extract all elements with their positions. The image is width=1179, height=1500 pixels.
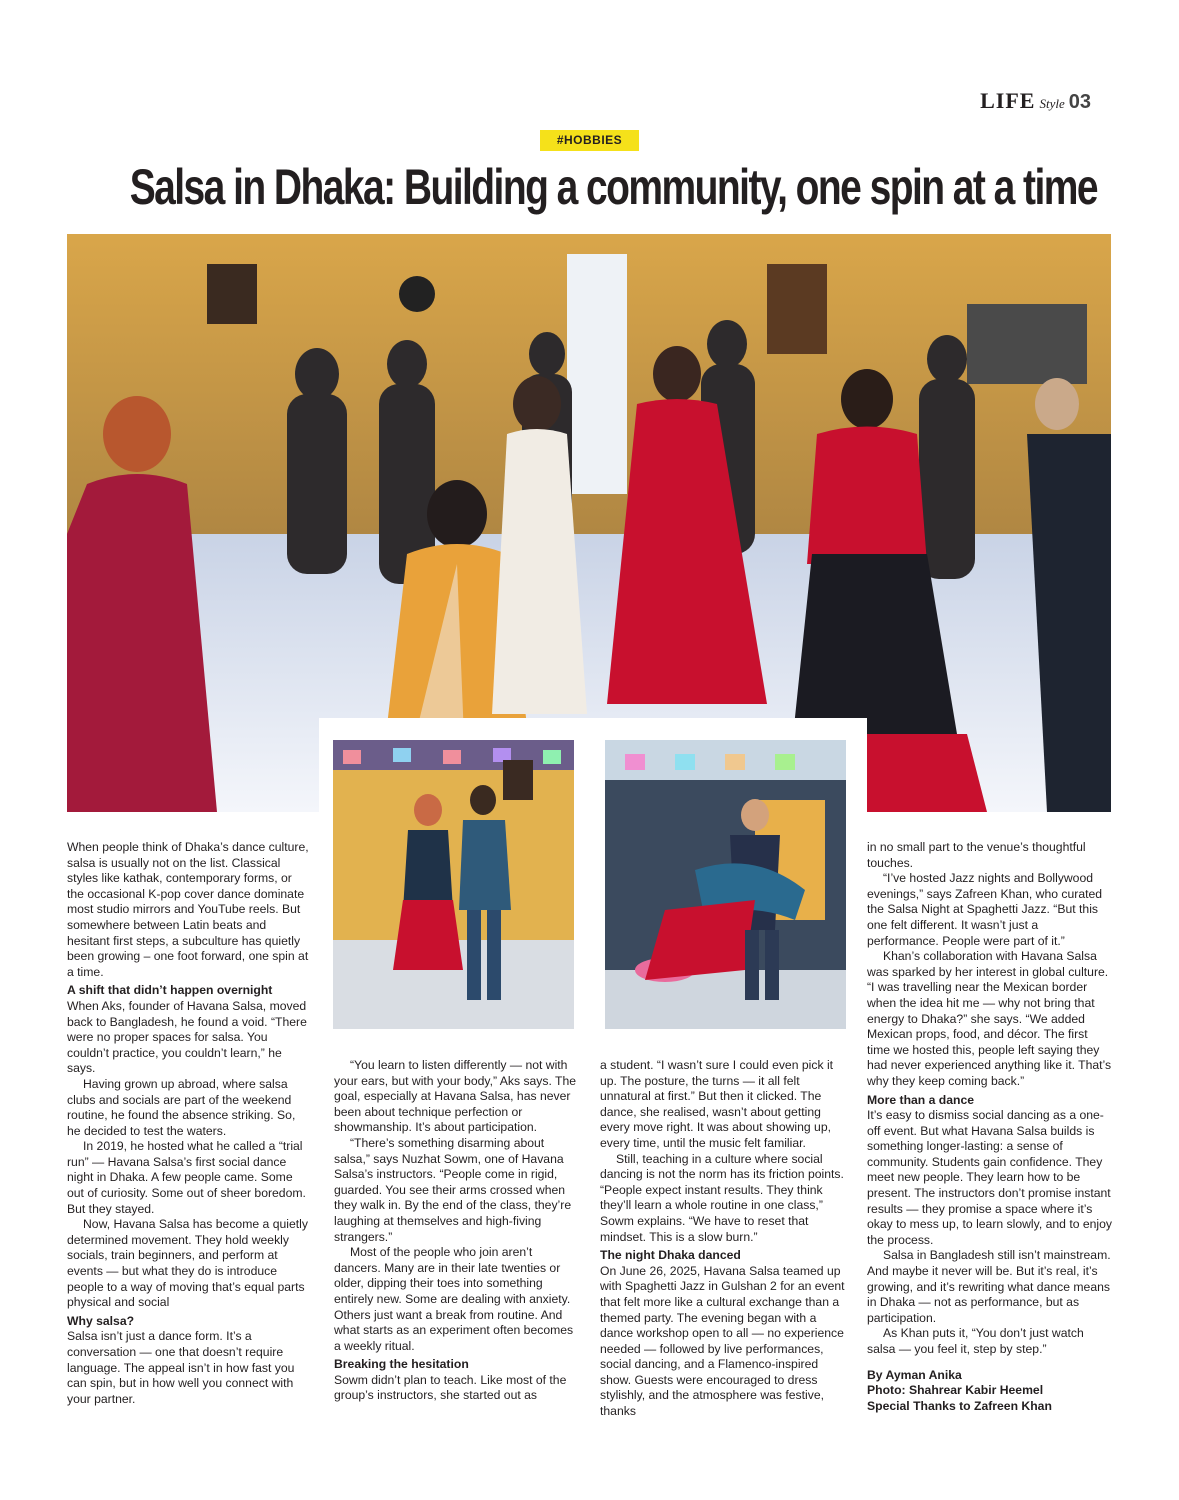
- col4-paragraph-1: in no small part to the venue’s thoughtful touches.: [867, 840, 1086, 870]
- masthead-logo: LIFE: [980, 88, 1036, 113]
- masthead: [980, 88, 1091, 114]
- subhead-breaking: Breaking the hesitation: [334, 1357, 469, 1372]
- col3-paragraph-1: a student. “I wasn’t sure I could even pick it up. The posture, the turns — it all felt unnatural at first.” But then it clicked. The dance, she realised, wasn’t about getting every move right. It was about showing up, every time, until the music felt familiar.: [600, 1058, 834, 1150]
- col2-paragraph-2: “There’s something disarming about salsa,” says Nuzhat Sowm, one of Havana Salsa’s instructors. “People come in rigid, guarded. You see their arms crossed when they walk in. By the end of the class, they’re laughing at themselves and high-fiving strangers.”: [334, 1135, 572, 1244]
- col2-paragraph-3: Most of the people who join aren’t dancers. Many are in their late twenties or older, dipping their toes into something entirely new. Some are dealing with anxiety. Others just want a break from routine. And what starts as an experiment often becomes a weekly ritual.: [334, 1245, 574, 1353]
- photo-dance-dip: [605, 740, 846, 1029]
- byline-block: [867, 1368, 1112, 1415]
- col1-paragraph-3: Having grown up abroad, where salsa clubs and socials are part of the weekend routine, he found the absence striking. So, he decided to test the waters.: [67, 1076, 296, 1138]
- col3-paragraph-3: On June 26, 2025, Havana Salsa teamed up with Spaghetti Jazz in Gulshan 2 for an event that felt more like a cultural exchange than a themed party. The evening began with a dance workshop open to all — no experience needed — followed by live performances, social dancing, and a Flamenco-inspired show. Guests were encouraged to dress stylishly, and the atmosphere was festive, thanks: [600, 1263, 845, 1419]
- section-tag: #HOBBIES: [540, 130, 639, 151]
- col4-paragraph-4: It’s easy to dismiss social dancing as a one-off event. But what Havana Salsa builds is something longer-lasting: a sense of community. Students gain confidence. They meet new people. They learn how to be present. The instructors don’t promise instant results — they promise a space where it’s okay to mess up, to learn slowly, and to enjoy the process.: [867, 1108, 1113, 1247]
- page-number: 03: [1068, 91, 1091, 113]
- col4-paragraph-5: Salsa in Bangladesh still isn’t mainstream. And maybe it never will be. But it’s real, it’s growing, and it’s rewriting what dance means in Dhaka — not as performance, but as participation.: [867, 1248, 1111, 1325]
- main-photo: [67, 234, 1111, 812]
- col1-paragraph-5: Now, Havana Salsa has become a quietly determined movement. They hold weekly socials, train beginners, and perform at events — but what they do is introduce people to a way of moving that’s equal parts physical and social: [67, 1217, 308, 1310]
- col3-paragraph-2: Still, teaching in a culture where social dancing is not the norm has its friction points. “People expect instant results. They think they’ll learn a whole routine in one class,” Sowm explains. “We have to reset that mindset. This is a slow burn.”: [600, 1151, 844, 1244]
- article-column-4: [867, 840, 1112, 1414]
- subhead-why-salsa: Why salsa?: [67, 1313, 135, 1328]
- col4-paragraph-2: “I’ve hosted Jazz nights and Bollywood evenings,” says Zafreen Khan, who curated the Salsa Night at Spaghetti Jazz. “But this one felt different. It wasn’t just a performance. People were part of it.”: [867, 871, 1103, 948]
- col4-paragraph-3: Khan’s collaboration with Havana Salsa was sparked by her interest in global culture. “I was travelling near the Mexican border when the idea hit me — why not bring that energy to Dhaka?” she says. “We added Mexican props, food, and décor. The first time we hosted this, people left saying they had never experienced anything like it. That’s why they keep coming back.”: [867, 949, 1112, 1088]
- subhead-more-than-dance: More than a dance: [867, 1092, 975, 1107]
- article-column-3: [600, 1058, 845, 1420]
- photo-couple-dancing: [333, 740, 574, 1029]
- col1-paragraph-6: Salsa isn’t just a dance form. It’s a conversation — one that doesn’t require language. The appeal isn’t in how fast you can spin, but in how well you connect with your partner.: [67, 1329, 295, 1406]
- article-column-1: [67, 840, 312, 1407]
- col1-paragraph-2: When Aks, founder of Havana Salsa, moved back to Bangladesh, he found a void. “There were no proper spaces for salsa. You couldn’t practice, you couldn’t learn,” he says.: [67, 998, 307, 1076]
- col1-paragraph-1: When people think of Dhaka’s dance culture, salsa is usually not on the list. Classical styles like kathak, contemporary forms, or the occasional K-pop cover dance dominate most studio mirrors and YouTube reels. But somewhere between Latin beats and hesitant first steps, a subculture has quietly been growing – one foot forward, one spin at a time.: [67, 840, 309, 979]
- masthead-style: Style: [1039, 96, 1065, 111]
- byline-author: By Ayman Anika: [867, 1367, 962, 1382]
- col1-paragraph-4: In 2019, he hosted what he called a “trial run” — Havana Salsa’s first social dance night in Dhaka. A few people came. Some out of curiosity. Some out of sheer boredom. But they stayed.: [67, 1139, 306, 1216]
- headline: Salsa in Dhaka: Building a community, one spin at a time: [129, 159, 1097, 215]
- special-thanks: Special Thanks to Zafreen Khan: [867, 1398, 1052, 1413]
- col2-paragraph-4: Sowm didn’t plan to teach. Like most of the group’s instructors, she started out as: [334, 1372, 567, 1403]
- subhead-night-dhaka: The night Dhaka danced: [600, 1248, 741, 1263]
- photo-credit: Photo: Shahrear Kabir Heemel: [867, 1383, 1044, 1398]
- subhead-shift: A shift that didn’t happen overnight: [67, 983, 273, 998]
- col4-paragraph-6: As Khan puts it, “You don’t just watch salsa — you feel it, step by step.”: [867, 1326, 1084, 1356]
- col2-paragraph-1: “You learn to listen differently — not with your ears, but with your body,” Aks says. The goal, especially at Havana Salsa, has never been about technique perfection or showmanship. It’s about participation.: [334, 1058, 577, 1135]
- article-column-2: [334, 1058, 579, 1404]
